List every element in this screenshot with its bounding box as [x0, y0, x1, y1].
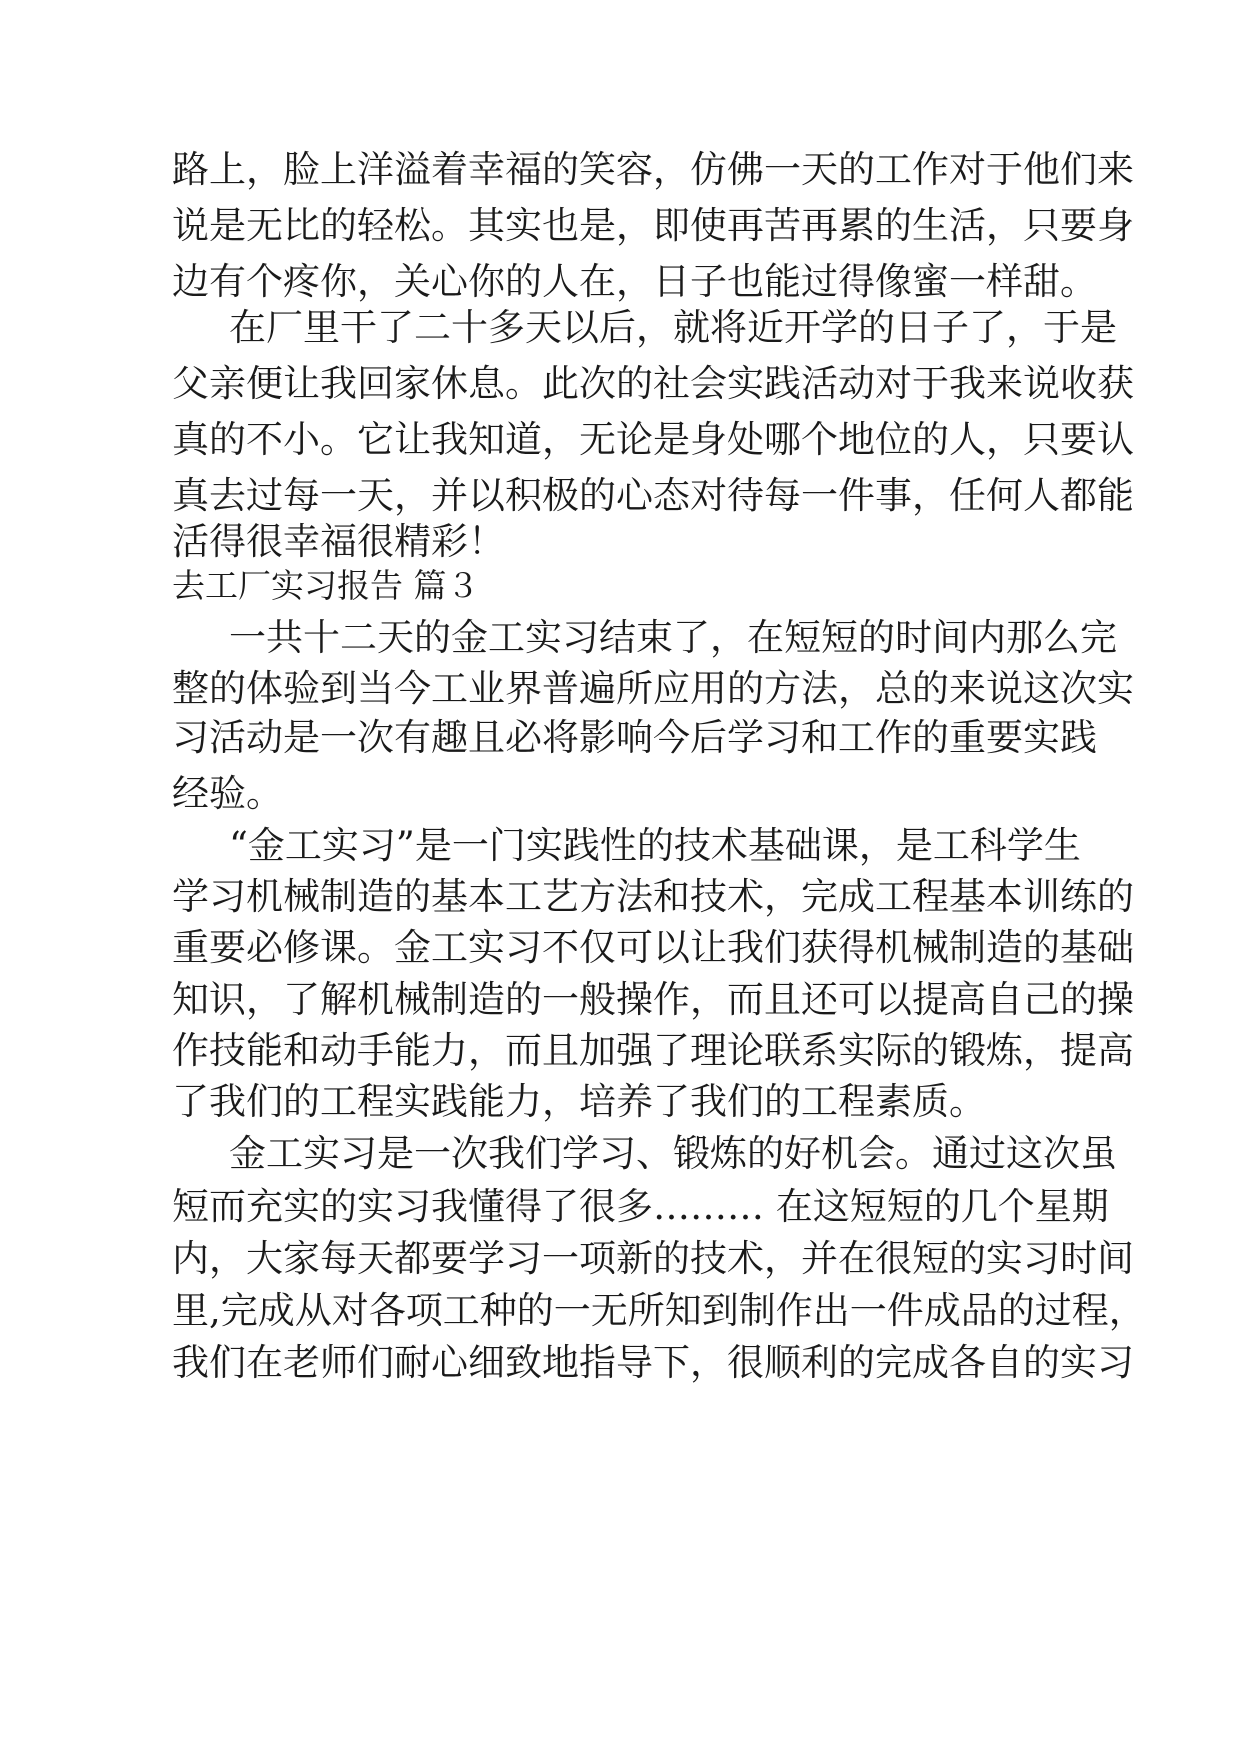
paragraph-first-line: 金工实习是一次我们学习、锻炼的好机会。通过这次虽 [229, 1132, 1117, 1175]
text-line: 经验。 [172, 772, 283, 815]
text-line: 父亲便让我回家休息。此次的社会实践活动对于我来说收获 [172, 362, 1134, 405]
text-line: 整的体验到当今工业界普遍所应用的方法，总的来说这次实 [172, 667, 1134, 710]
text-line: 里,完成从对各项工种的一无所知到制作出一件成品的过程， [172, 1289, 1146, 1332]
text-line: 作技能和动手能力，而且加强了理论联系实际的锻炼，提高 [172, 1029, 1134, 1072]
text-line: 学习机械制造的基本工艺方法和技术，完成工程基本训练的 [172, 875, 1134, 918]
text-line: 路上，脸上洋溢着幸福的笑容，仿佛一天的工作对于他们来 [172, 148, 1134, 191]
text-line: 内，大家每天都要学习一项新的技术，并在很短的实习时间 [172, 1237, 1134, 1280]
section-heading: 去工厂实习报告 篇３ [172, 566, 480, 605]
text-line: 说是无比的轻松。其实也是，即使再苦再累的生活，只要身 [172, 204, 1134, 247]
text-line: 重要必修课。金工实习不仅可以让我们获得机械制造的基础 [172, 926, 1134, 969]
paragraph-first-line: “金工实习”是一门实践性的技术基础课，是工科学生 [229, 824, 1081, 867]
text-line: 边有个疼你，关心你的人在，日子也能过得像蜜一样甜。 [172, 260, 1097, 303]
paragraph-first-line: 在厂里干了二十多天以后，就将近开学的日子了，于是 [229, 306, 1117, 349]
text-line: 活得很幸福很精彩！ [172, 520, 505, 563]
text-line: 短而充实的实习我懂得了很多……… 在这短短的几个星期 [172, 1185, 1109, 1228]
text-line: 我们在老师们耐心细致地指导下，很顺利的完成各自的实习 [172, 1341, 1134, 1384]
text-line: 了我们的工程实践能力，培养了我们的工程素质。 [172, 1080, 986, 1123]
text-line: 知识，了解机械制造的一般操作，而且还可以提高自己的操 [172, 978, 1134, 1021]
text-line: 真的不小。它让我知道，无论是身处哪个地位的人，只要认 [172, 418, 1134, 461]
text-line: 真去过每一天，并以积极的心态对待每一件事，任何人都能 [172, 474, 1134, 517]
text-line: 习活动是一次有趣且必将影响今后学习和工作的重要实践 [172, 716, 1097, 759]
paragraph-first-line: 一共十二天的金工实习结束了，在短短的时间内那么完 [229, 616, 1117, 659]
